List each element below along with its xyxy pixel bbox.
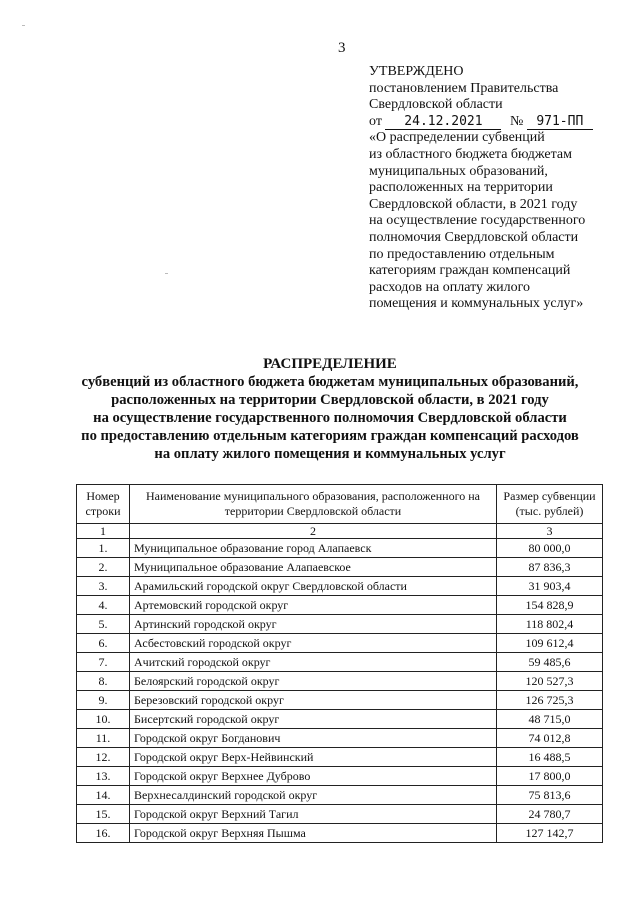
- row-number-cell: 11.: [77, 729, 130, 748]
- municipality-cell: Белоярский городской округ: [130, 672, 497, 691]
- distribution-table: [76, 484, 603, 843]
- subvention-cell: 126 725,3: [497, 691, 603, 710]
- municipality-cell: Бисертский городской округ: [130, 710, 497, 729]
- approval-title-line: полномочия Свердловской области: [369, 229, 579, 245]
- heading-line: субвенций из областного бюджета бюджетам муниципальных образований,: [81, 374, 579, 390]
- column-index: 3: [497, 524, 603, 539]
- row-number-cell: 1.: [77, 539, 130, 558]
- subvention-cell: 17 800,0: [497, 767, 603, 786]
- table-row: [77, 634, 603, 653]
- document-heading: [60, 355, 600, 463]
- number-label: №: [509, 113, 524, 129]
- row-number-cell: 3.: [77, 577, 130, 596]
- municipality-cell: Муниципальное образование город Алапаевск: [130, 539, 497, 558]
- header-subvention: Размер субвенции (тыс. рублей): [497, 485, 603, 524]
- table-row: [77, 672, 603, 691]
- approval-block: [369, 64, 629, 313]
- approval-line-2: Свердловской области: [369, 97, 503, 113]
- table-row: [77, 710, 603, 729]
- approval-title-line: на осуществление государственного: [369, 213, 586, 229]
- approval-title-line: из областного бюджета бюджетам: [369, 146, 572, 162]
- table-row: [77, 767, 603, 786]
- table-row: [77, 786, 603, 805]
- scan-mark: [22, 25, 25, 26]
- table-row: [77, 729, 603, 748]
- subvention-cell: 24 780,7: [497, 805, 603, 824]
- table-row: [77, 539, 603, 558]
- municipality-cell: Арамильский городской округ Свердловской области: [130, 577, 497, 596]
- table-row: [77, 596, 603, 615]
- municipality-cell: Ачитский городской округ: [130, 653, 497, 672]
- approval-number: 971-ПП: [527, 115, 593, 130]
- heading-line: на осуществление государственного полномочия Свердловской области: [93, 410, 567, 426]
- subvention-cell: 31 903,4: [497, 577, 603, 596]
- column-index-row: [77, 524, 603, 539]
- approval-title-line: категориям граждан компенсаций: [369, 263, 571, 279]
- table-row: [77, 824, 603, 843]
- from-label: от: [369, 113, 382, 129]
- municipality-cell: Верхнесалдинский городской округ: [130, 786, 497, 805]
- subvention-cell: 75 813,6: [497, 786, 603, 805]
- subvention-cell: 109 612,4: [497, 634, 603, 653]
- row-number-cell: 6.: [77, 634, 130, 653]
- approval-line-1: постановлением Правительства: [369, 80, 559, 96]
- approval-title-line: «О распределении субвенций: [369, 130, 545, 146]
- row-number-cell: 5.: [77, 615, 130, 634]
- row-number-cell: 16.: [77, 824, 130, 843]
- subvention-cell: 16 488,5: [497, 748, 603, 767]
- table-row: [77, 653, 603, 672]
- approval-date-line: [369, 114, 629, 131]
- subvention-cell: 87 836,3: [497, 558, 603, 577]
- scan-mark: [165, 273, 168, 274]
- municipality-cell: Асбестовский городской округ: [130, 634, 497, 653]
- heading-subtitle: [60, 373, 600, 463]
- heading-line: на оплату жилого помещения и коммунальных услуг: [154, 446, 506, 462]
- table-row: [77, 558, 603, 577]
- row-number-cell: 8.: [77, 672, 130, 691]
- header-row-number: Номер строки: [77, 485, 130, 524]
- municipality-cell: Городской округ Богданович: [130, 729, 497, 748]
- municipality-cell: Городской округ Верхнее Дуброво: [130, 767, 497, 786]
- row-number-cell: 4.: [77, 596, 130, 615]
- heading-line: по предоставлению отдельным категориям граждан компенсаций расходов: [81, 428, 579, 444]
- table-row: [77, 691, 603, 710]
- row-number-cell: 13.: [77, 767, 130, 786]
- approval-date: 24.12.2021: [385, 115, 501, 130]
- row-number-cell: 9.: [77, 691, 130, 710]
- row-number-cell: 2.: [77, 558, 130, 577]
- municipality-cell: Артинский городской округ: [130, 615, 497, 634]
- subvention-cell: 74 012,8: [497, 729, 603, 748]
- subvention-cell: 120 527,3: [497, 672, 603, 691]
- municipality-cell: Артемовский городской округ: [130, 596, 497, 615]
- row-number-cell: 14.: [77, 786, 130, 805]
- subvention-cell: 127 142,7: [497, 824, 603, 843]
- subvention-cell: 118 802,4: [497, 615, 603, 634]
- approval-title-line: Свердловской области, в 2021 году: [369, 196, 578, 212]
- row-number-cell: 15.: [77, 805, 130, 824]
- row-number-cell: 10.: [77, 710, 130, 729]
- subvention-cell: 48 715,0: [497, 710, 603, 729]
- table-row: [77, 748, 603, 767]
- table-header-row: [77, 485, 603, 524]
- approval-title: [369, 130, 629, 313]
- column-index: 1: [77, 524, 130, 539]
- subvention-cell: 59 485,6: [497, 653, 603, 672]
- municipality-cell: Городской округ Верхняя Пышма: [130, 824, 497, 843]
- approval-title-line: муниципальных образований,: [369, 163, 548, 179]
- approved-label: УТВЕРЖДЕНО: [369, 64, 464, 79]
- municipality-cell: Городской округ Верхний Тагил: [130, 805, 497, 824]
- municipality-cell: Муниципальное образование Алапаевское: [130, 558, 497, 577]
- heading-line: расположенных на территории Свердловской области, в 2021 году: [111, 392, 549, 408]
- heading-title: РАСПРЕДЕЛЕНИЕ: [263, 356, 397, 372]
- table-row: [77, 615, 603, 634]
- page-number: 3: [338, 40, 346, 56]
- approval-title-line: расположенных на территории: [369, 180, 553, 196]
- approval-title-line: расходов на оплату жилого: [369, 279, 531, 295]
- approval-title-line: по предоставлению отдельным: [369, 246, 555, 262]
- municipality-cell: Городской округ Верх-Нейвинский: [130, 748, 497, 767]
- approval-title-line: помещения и коммунальных услуг»: [369, 296, 584, 312]
- row-number-cell: 12.: [77, 748, 130, 767]
- header-municipality: Наименование муниципального образования, расположенного на территории Свердловской области: [130, 485, 497, 524]
- table-row: [77, 805, 603, 824]
- subvention-cell: 80 000,0: [497, 539, 603, 558]
- row-number-cell: 7.: [77, 653, 130, 672]
- table-row: [77, 577, 603, 596]
- column-index: 2: [130, 524, 497, 539]
- municipality-cell: Березовский городской округ: [130, 691, 497, 710]
- subvention-cell: 154 828,9: [497, 596, 603, 615]
